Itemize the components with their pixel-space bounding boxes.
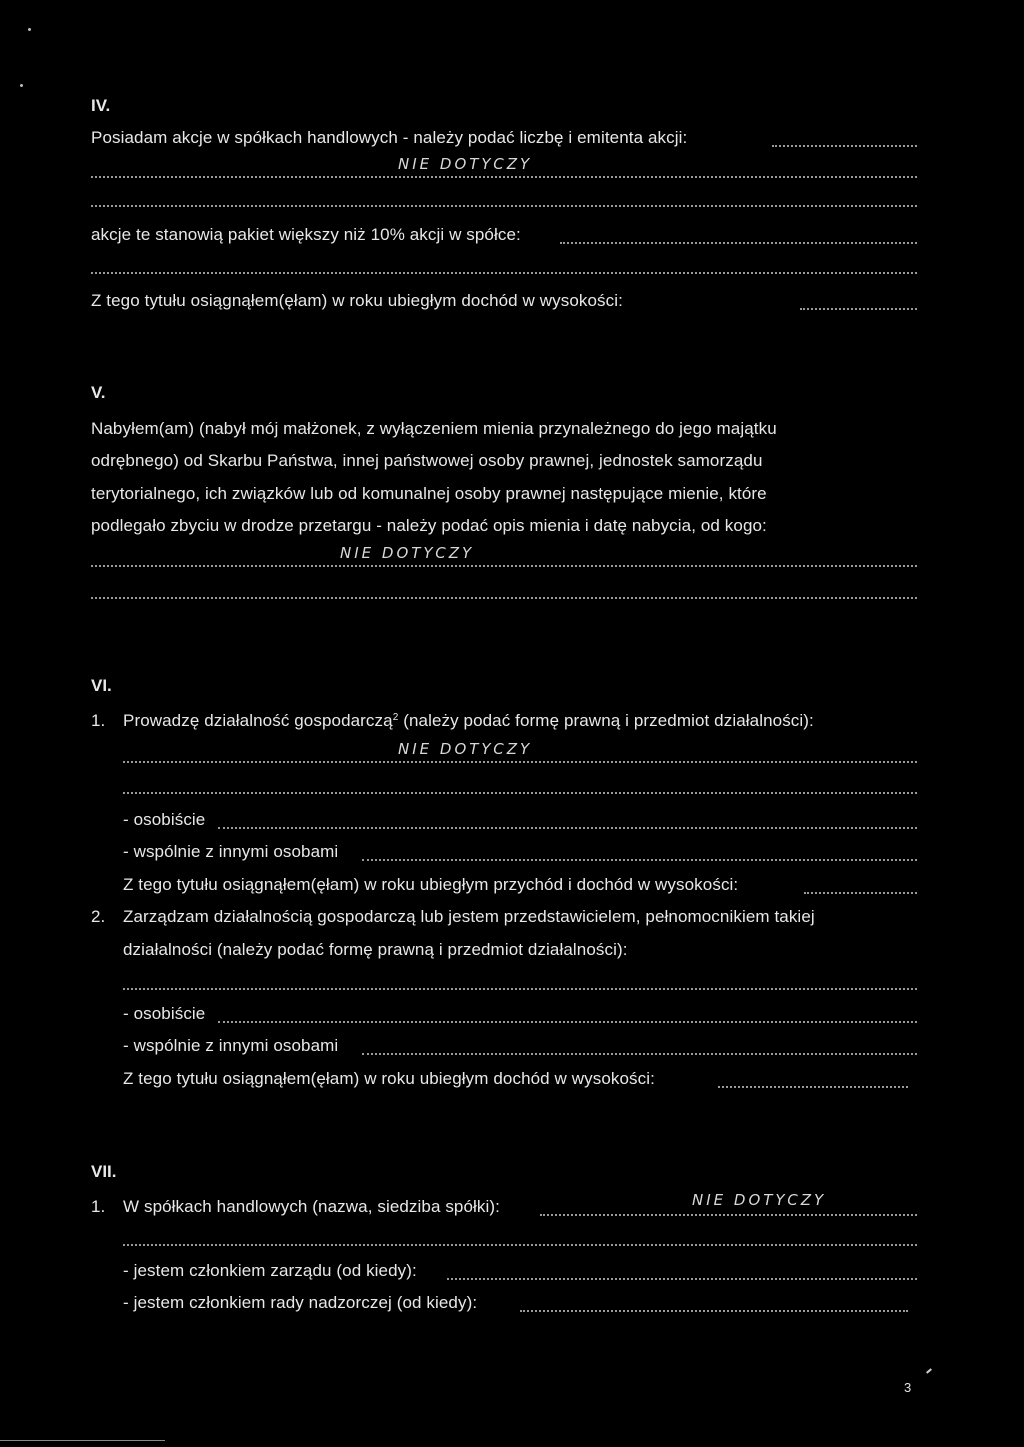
section-vi-heading: VI. — [91, 676, 112, 695]
iv-income-label: Z tego tytułu osiągnąłem(ęłam) w roku ubiegłym dochód w wysokości: — [91, 291, 623, 310]
dotted-line — [91, 597, 917, 599]
dotted-line — [447, 1278, 917, 1280]
vi-jointly-label: - wspólnie z innymi osobami — [123, 842, 339, 861]
vi-item-2-line-2: działalności (należy podać formę prawną i przedmiot działalności): — [123, 940, 628, 959]
dotted-line — [560, 242, 917, 244]
section-vii-heading: VII. — [91, 1162, 117, 1181]
vii-handwritten-answer: NIE DOTYCZY — [692, 1191, 827, 1209]
vi-handwritten-answer: NIE DOTYCZY — [398, 740, 533, 758]
section-v-heading: V. — [91, 383, 106, 402]
dotted-line — [772, 145, 917, 147]
vi-item-2-jointly-label: - wspólnie z innymi osobami — [123, 1036, 339, 1055]
vi-item-2-personally-label: - osobiście — [123, 1004, 206, 1023]
scan-speck — [20, 84, 23, 87]
page-number-mark — [926, 1368, 932, 1373]
dotted-line — [362, 859, 917, 861]
section-v-line-4: podlegało zbyciu w drodze przetargu - należy podać opis mienia i datę nabycia, od kogo: — [91, 516, 767, 535]
vi-item-1-number: 1. — [91, 711, 106, 730]
vii-answer-line — [540, 1214, 917, 1216]
v-handwritten-answer: NIE DOTYCZY — [340, 544, 475, 562]
shares-answer-line — [91, 176, 917, 178]
dotted-line — [800, 308, 917, 310]
dotted-line — [718, 1086, 908, 1088]
dotted-line — [520, 1310, 908, 1312]
vi-item-1-label-main: Prowadzę działalność gospodarczą — [123, 711, 393, 730]
v-answer-line — [91, 565, 917, 567]
vi-item-1-income-label: Z tego tytułu osiągnąłem(ęłam) w roku ubiegłym przychód i dochód w wysokości: — [123, 875, 739, 894]
vi-item-1-label — [123, 711, 814, 731]
dotted-line — [218, 827, 917, 829]
shares-label: Posiadam akcje w spółkach handlowych - należy podać liczbę i emitenta akcji: — [91, 128, 688, 147]
footnote-rule — [0, 1440, 165, 1441]
section-v-line-3: terytorialnego, ich związków lub od komunalnej osoby prawnej następujące mienie, które — [91, 484, 767, 503]
supervisory-board-label: - jestem członkiem rady nadzorczej (od kiedy): — [123, 1293, 478, 1312]
dotted-line — [123, 988, 917, 990]
vi-personally-label: - osobiście — [123, 810, 206, 829]
vii-item-1-number: 1. — [91, 1197, 106, 1216]
scan-speck — [28, 28, 31, 31]
dotted-line — [123, 1244, 917, 1246]
stake-label: akcje te stanowią pakiet większy niż 10% akcji w spółce: — [91, 225, 521, 244]
dotted-line — [218, 1021, 917, 1023]
footnote-marker: 2 — [392, 712, 399, 723]
section-v-line-1: Nabyłem(am) (nabył mój małżonek, z wyłączeniem mienia przynależnego do jego majątku — [91, 419, 777, 438]
vii-item-1-label: W spółkach handlowych (nazwa, siedziba spółki): — [123, 1197, 500, 1216]
shares-handwritten-answer: NIE DOTYCZY — [398, 155, 533, 173]
vi-item-1-label-rest: (należy podać formę prawną i przedmiot działalności): — [398, 711, 814, 730]
section-iv-heading: IV. — [91, 96, 111, 115]
dotted-line — [91, 272, 917, 274]
board-member-label: - jestem członkiem zarządu (od kiedy): — [123, 1261, 417, 1280]
dotted-line — [804, 892, 917, 894]
dotted-line — [362, 1053, 917, 1055]
page-number: 3 — [904, 1380, 912, 1395]
vi-answer-line — [123, 761, 917, 763]
section-v-line-2: odrębnego) od Skarbu Państwa, innej państwowej osoby prawnej, jednostek samorządu — [91, 451, 763, 470]
vi-item-2-income-label: Z tego tytułu osiągnąłem(ęłam) w roku ubiegłym dochód w wysokości: — [123, 1069, 655, 1088]
dotted-line — [123, 792, 917, 794]
vi-item-2-line-1: Zarządzam działalnością gospodarczą lub jestem przedstawicielem, pełnomocnikiem takiej — [123, 907, 815, 926]
dotted-line — [91, 205, 917, 207]
vi-item-2-number: 2. — [91, 907, 106, 926]
